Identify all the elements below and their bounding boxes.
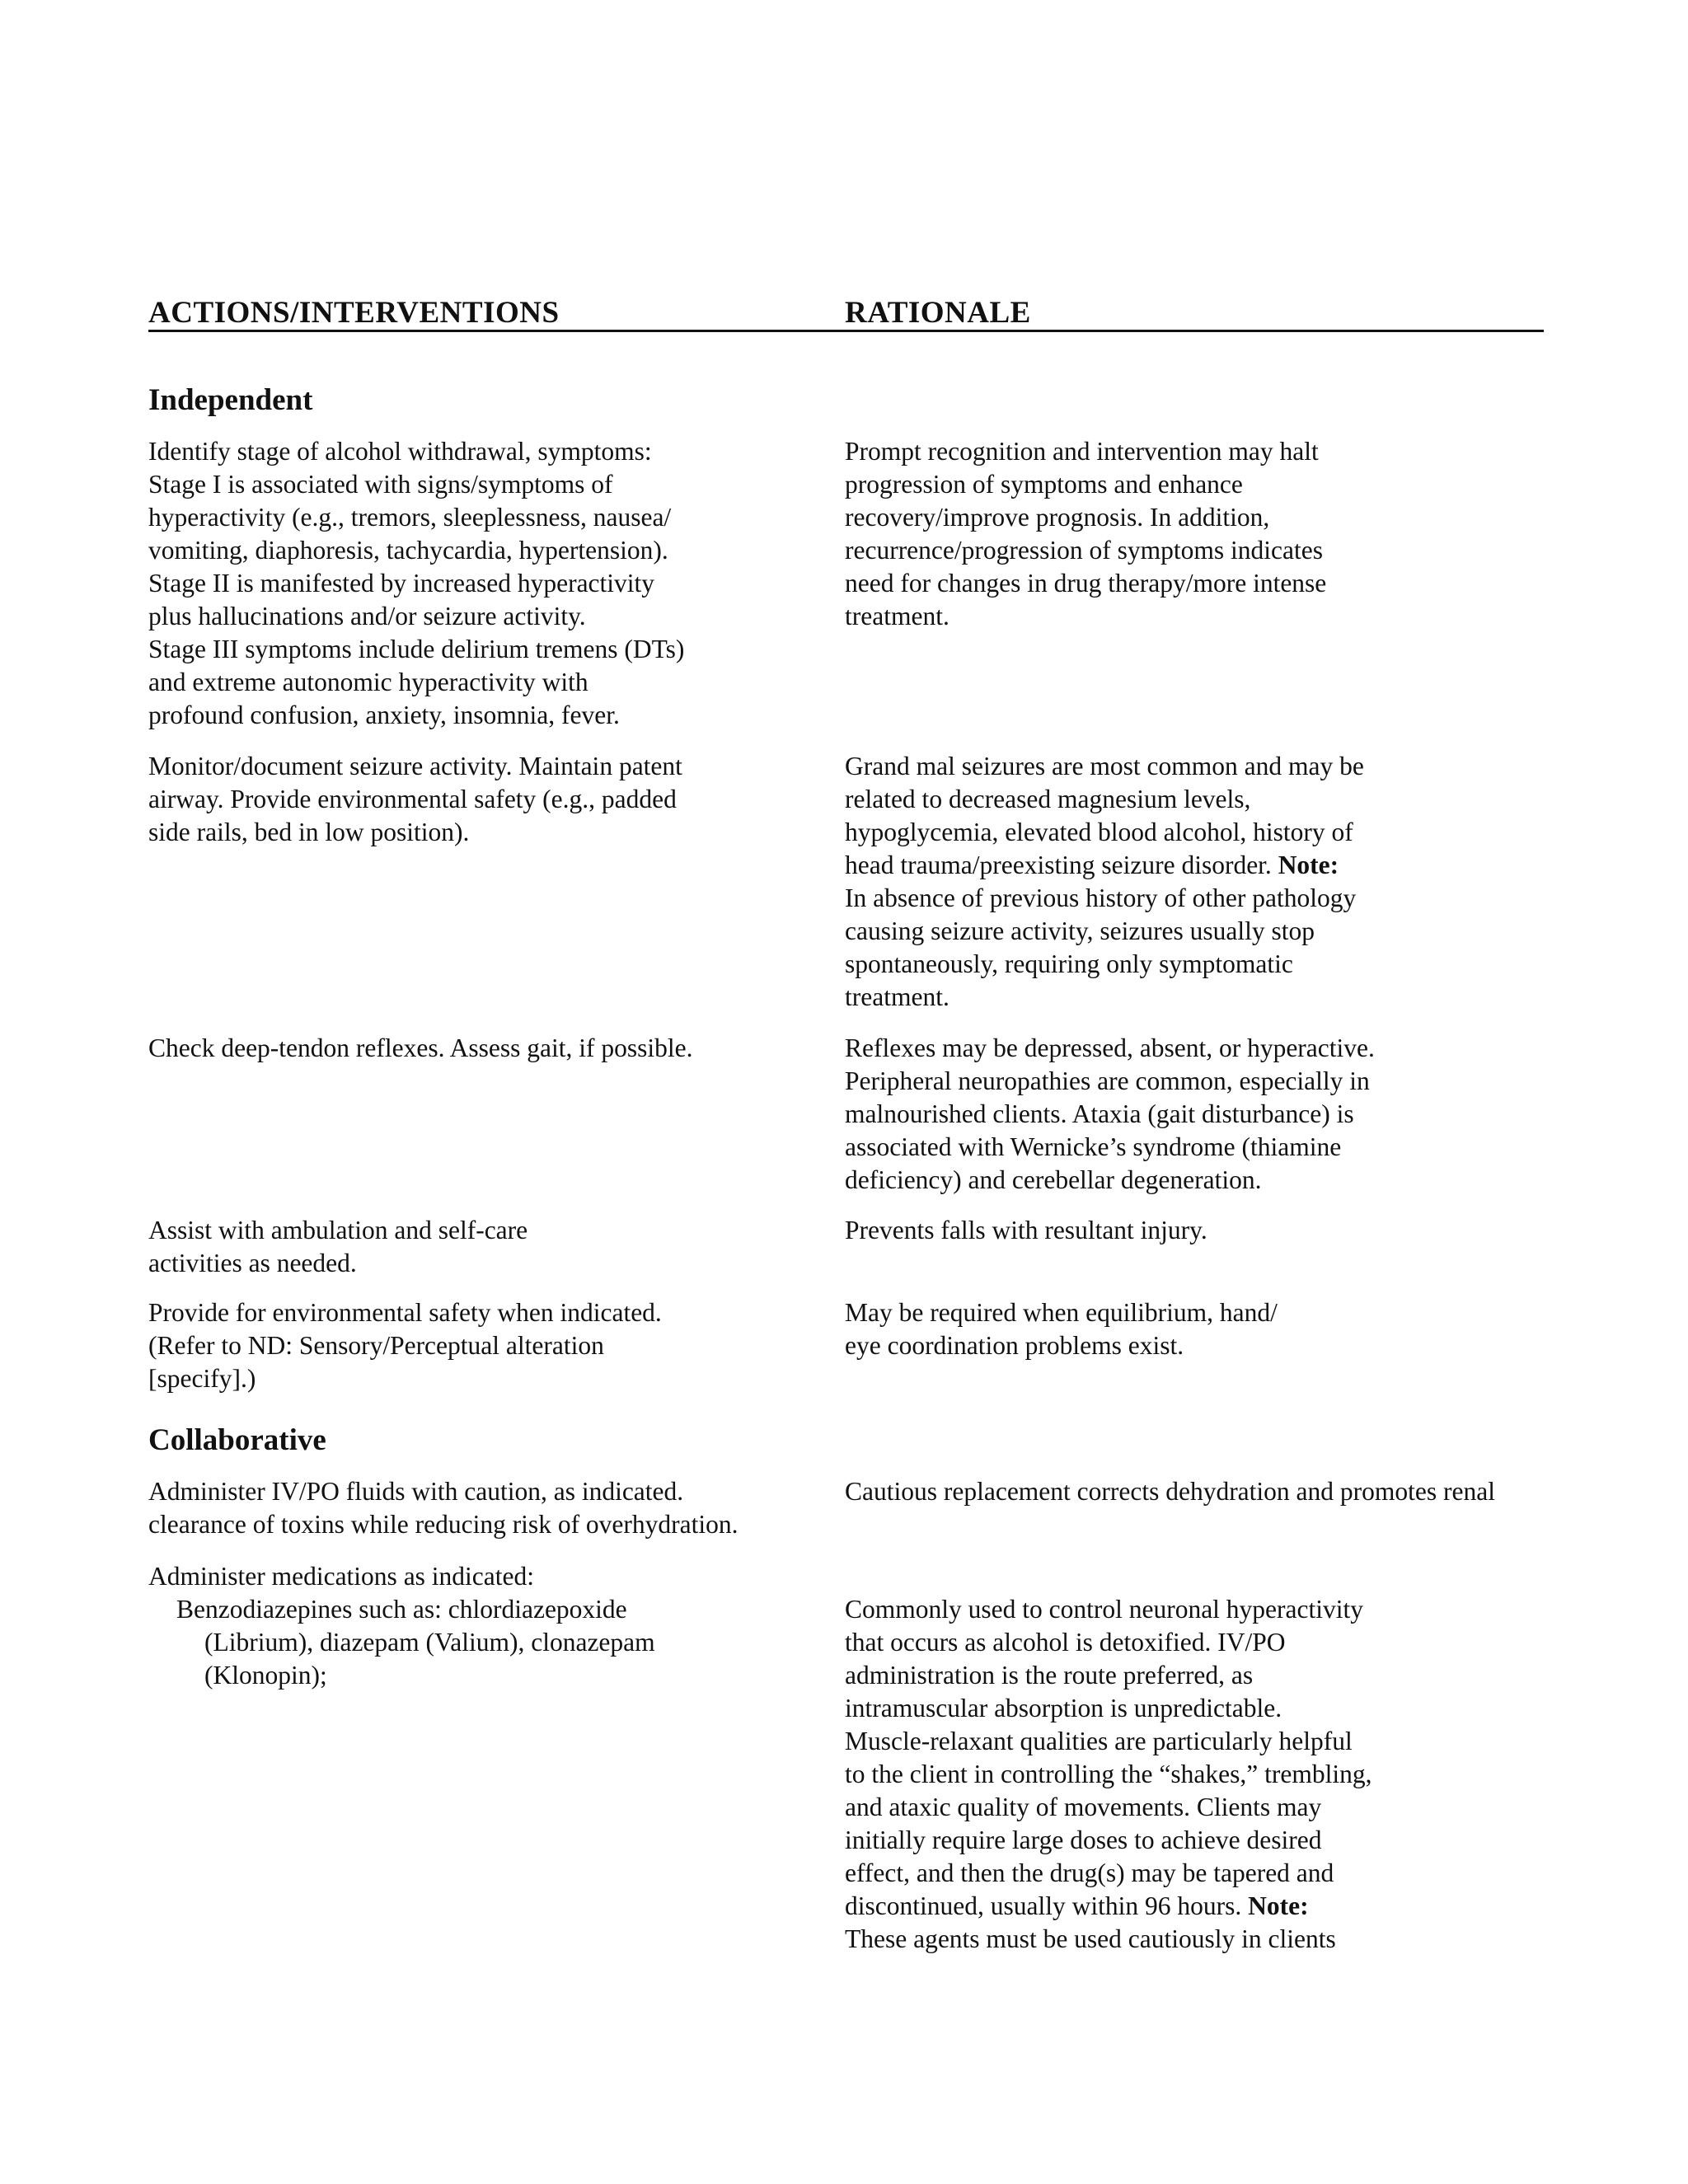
rationale-benzodiazepines bbox=[845, 1593, 1529, 1956]
section-collaborative: Collaborative bbox=[148, 1423, 326, 1457]
rationale-benzodiazepines-text-cont: These agents must be used cautiously in clients bbox=[845, 1924, 1336, 1953]
rationale-cautious-replacement: Cautious replacement corrects dehydration and promotes renal bbox=[845, 1477, 1495, 1506]
rationale-grand-mal-text: Grand mal seizures are most common and may be related to decreased magnesium levels, hypoglycemia, elevated blood alcohol, history of head trauma/preexisting seizure disorder. bbox=[845, 752, 1364, 879]
rationale-grand-mal bbox=[845, 750, 1529, 1014]
actions-interventions-header: ACTIONS/INTERVENTIONS bbox=[148, 296, 560, 330]
action-monitor-seizure: Monitor/document seizure activity. Maintain patent airway. Provide environmental safety (e.g., padded side rails, bed in low position). bbox=[148, 752, 682, 846]
header-rule bbox=[148, 330, 1544, 332]
medications-intro: Administer medications as indicated: bbox=[148, 1562, 535, 1591]
section-independent: Independent bbox=[148, 383, 313, 417]
rationale-prompt-recognition: Prompt recognition and intervention may halt progression of symptoms and enhance recovery/improve prognosis. In addition, recurrence/progression of symptoms indicates need for changes in drug therapy/more intense treatment. bbox=[845, 437, 1327, 630]
benzodiazepines-detail: (Librium), diazepam (Valium), clonazepam (Klonopin); bbox=[204, 1628, 655, 1690]
benzodiazepines-item: Benzodiazepines such as: chlordiazepoxide bbox=[176, 1595, 627, 1624]
rationale-prevents-falls: Prevents falls with resultant injury. bbox=[845, 1216, 1207, 1244]
action-administer-fluids: Administer IV/PO fluids with caution, as indicated. clearance of toxins while reducing risk of overhydration. bbox=[148, 1477, 738, 1539]
action-identify-stage: Identify stage of alcohol withdrawal, symptoms: Stage I is associated with signs/symptoms of hyperactivity (e.g., tremors, sleeplessness, nausea/ vomiting, diaphoresis, tachycardia, hypertension). Stage II is manifested by increased hyperactivity plus hallucinations and/or seizure activity. Stage III symptoms include delirium tremens (DTs) and extreme autonomic hyperactivity with profound confusion, anxiety, insomnia, fever. bbox=[148, 437, 685, 729]
rationale-equilibrium: May be required when equilibrium, hand/ eye coordination problems exist. bbox=[845, 1298, 1278, 1360]
action-administer-medications bbox=[148, 1560, 808, 1692]
rationale-header: RATIONALE bbox=[845, 296, 1031, 330]
rationale-benzodiazepines-text: Commonly used to control neuronal hyperactivity that occurs as alcohol is detoxified. IV/PO administration is the route preferred, as intramuscular absorption is unpredictable. Muscle-relaxant qualities are particularly helpful to the client in controlling the “shakes,” trembling, and ataxic quality of movements. Clients may initially require large doses to achieve desired effect, and then the drug(s) may be tapered and discontinued, usually within 96 hours. bbox=[845, 1595, 1372, 1920]
rationale-reflexes: Reflexes may be depressed, absent, or hyperactive. Peripheral neuropathies are common, especially in malnourished clients. Ataxia (gait disturbance) is associated with Wernicke’s syndrome (thiamine deficiency) and cerebellar degeneration. bbox=[845, 1033, 1375, 1194]
note-label: Note: bbox=[1248, 1891, 1309, 1920]
action-assist-ambulation: Assist with ambulation and self-care activities as needed. bbox=[148, 1216, 528, 1277]
note-label: Note: bbox=[1278, 851, 1339, 879]
action-environmental-safety: Provide for environmental safety when indicated. (Refer to ND: Sensory/Perceptual alteration [specify].) bbox=[148, 1298, 662, 1393]
rationale-grand-mal-text-cont: In absence of previous history of other pathology causing seizure activity, seizures usually stop spontaneously, requiring only symptomatic treatment. bbox=[845, 883, 1357, 1011]
action-check-reflexes: Check deep-tendon reflexes. Assess gait, if possible. bbox=[148, 1033, 693, 1062]
